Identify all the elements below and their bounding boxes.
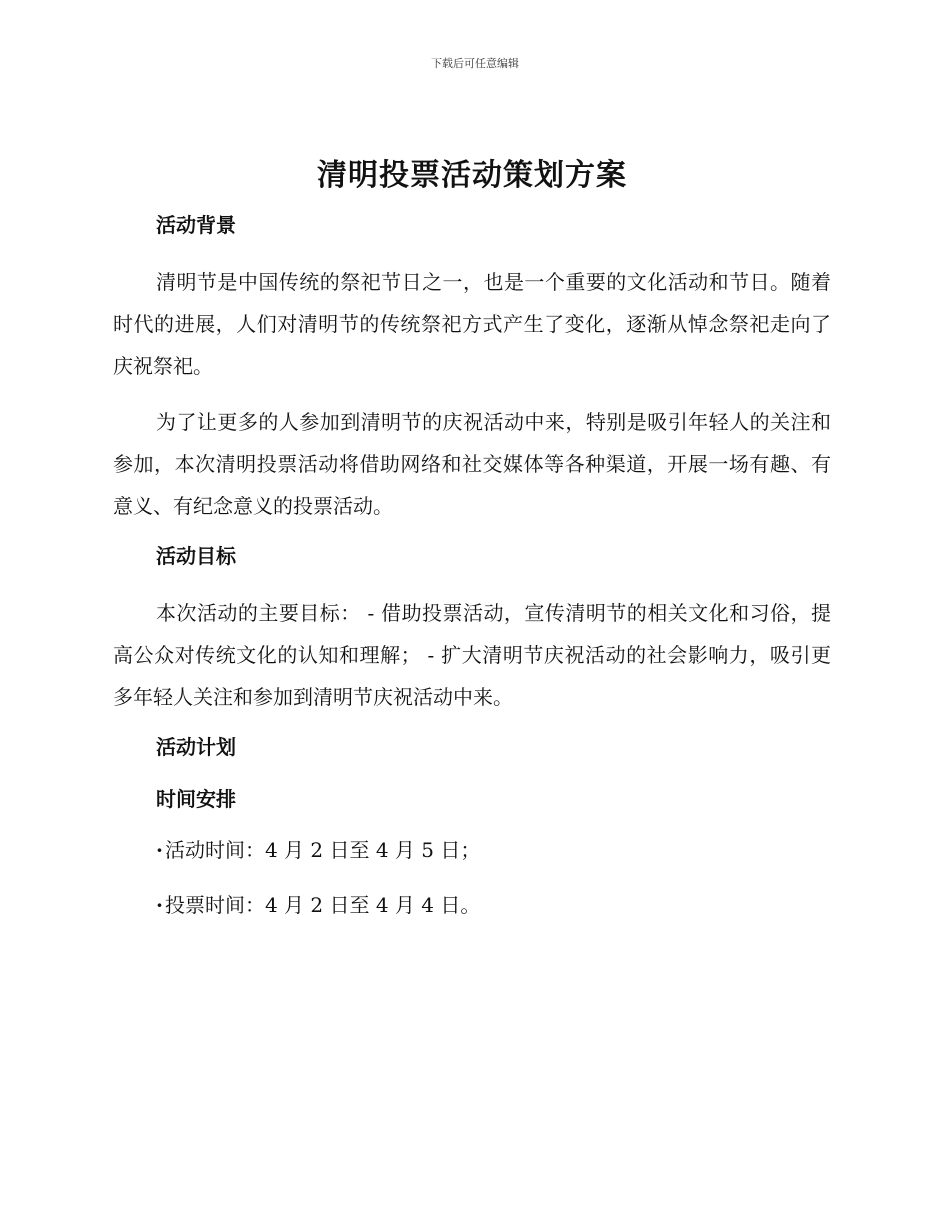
schedule-item (156, 890, 831, 920)
bullet-icon: · (156, 838, 163, 862)
background-paragraph-1: 清明节是中国传统的祭祀节日之一，也是一个重要的文化活动和节日。随着时代的进展，人们对清明节的传统祭祀方式产生了变化，逐渐从悼念祭祀走向了庆祝祭祀。 (113, 270, 831, 378)
header-note: 下载后可任意编辑 (431, 57, 519, 70)
section-heading-plan: 活动计划 (156, 735, 236, 759)
schedule-item (156, 835, 831, 865)
schedule-item-text: 活动时间：4 月 2 日至 4 月 5 日； (164, 838, 481, 862)
schedule-item-text: 投票时间：4 月 2 日至 4 月 4 日。 (164, 893, 481, 917)
section-heading-background: 活动背景 (156, 213, 236, 237)
document-body (113, 150, 831, 945)
section-heading-schedule: 时间安排 (156, 787, 236, 811)
section-heading-goals: 活动目标 (156, 544, 236, 568)
bullet-icon: · (156, 893, 163, 917)
goals-paragraph: 本次活动的主要目标： - 借助投票活动，宣传清明节的相关文化和习俗，提高公众对传统文化的认知和理解； - 扩大清明节庆祝活动的社会影响力，吸引更多年轻人关注和参加到清明节庆祝活动中来。 (113, 601, 831, 709)
background-paragraph-2: 为了让更多的人参加到清明节的庆祝活动中来，特别是吸引年轻人的关注和参加，本次清明投票活动将借助网络和社交媒体等各种渠道，开展一场有趣、有意义、有纪念意义的投票活动。 (113, 410, 831, 518)
document-title: 清明投票活动策划方案 (317, 158, 627, 193)
